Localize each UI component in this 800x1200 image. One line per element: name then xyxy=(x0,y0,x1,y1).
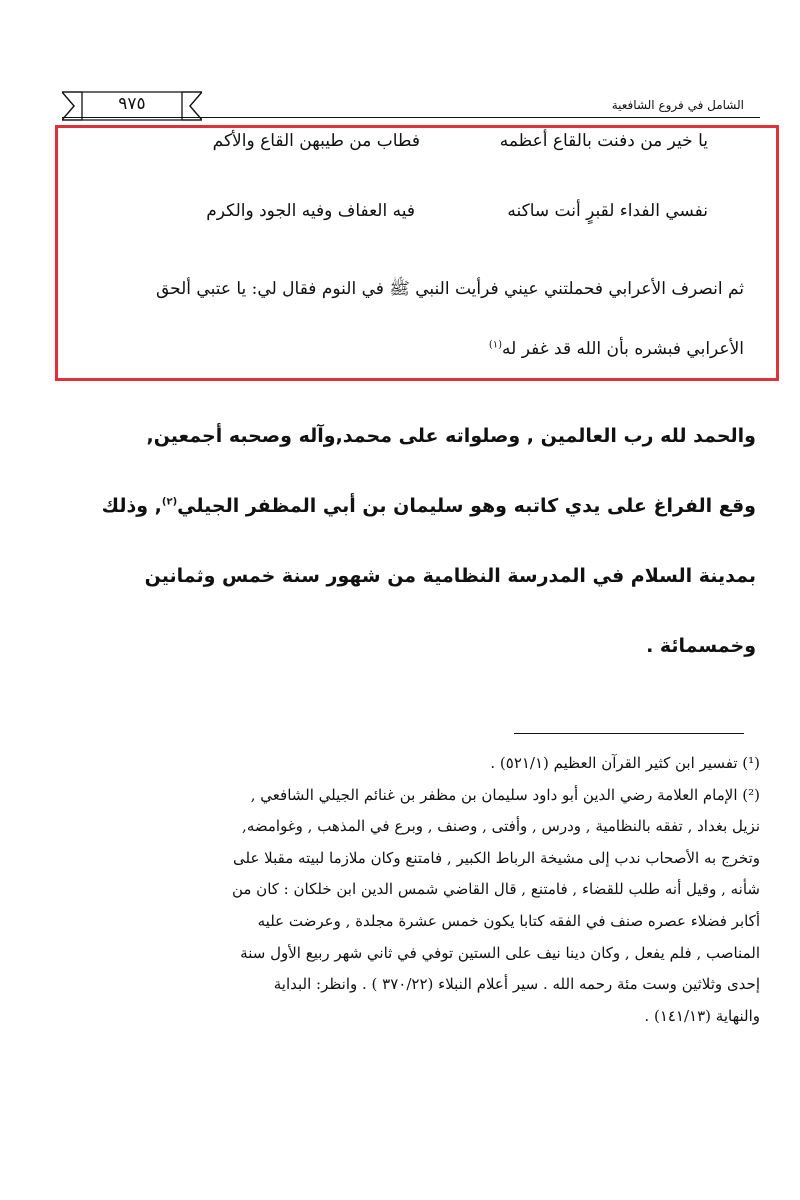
verse-1-first-hemistich: يا خير من دفنت بالقاع أعظمه xyxy=(499,131,708,151)
closing-line-3: بمدينة السلام في المدرسة النظامية من شهور سنة خمس وثمانين xyxy=(144,565,756,587)
page-number: ٩٧٥ xyxy=(118,94,146,114)
highlight-prose-line-1: ثم انصرف الأعرابي فحملتني عيني فرأيت النبي ﷺ في النوم فقال لي: يا عتبي ألحق xyxy=(155,279,744,299)
footnote-1: (¹) تفسير ابن كثير القرآن العظيم (٥٢١/١) . xyxy=(490,754,760,772)
closing-line-4: وخمسمائة . xyxy=(646,635,756,657)
verse-1-second-hemistich: فطاب من طيبهن القاع والأكم xyxy=(212,131,420,151)
footnote-2-line: إحدى وثلاثين وست مئة رحمه الله . سير أعلام النبلاء (٣٧٠/٢٢ ) . وانظر: البداية xyxy=(273,975,760,994)
prose-line-2-text: الأعرابي فبشره بأن الله قد غفر له xyxy=(502,339,744,359)
footnote-ref-1: (١) xyxy=(488,339,503,351)
closing-line-2 xyxy=(31,495,756,517)
footnote-2-line: شأنه , وقيل أنه طلب للقضاء , فامتنع , قال القاضي شمس الدين ابن خلكان : كان من xyxy=(231,880,760,899)
footnote-2-line: المناصب , فلم يفعل , وكان دينا نيف على الستين توفي في ثاني شهر ربيع الأول سنة xyxy=(240,943,760,962)
highlight-prose-line-2 xyxy=(489,339,744,359)
footnote-2-line: نزيل بغداد , تفقه بالنظامية , ودرس , وأفتى , وصنف , وبرع في المذهب , وغوامضه, xyxy=(242,817,760,836)
header-divider xyxy=(62,117,760,118)
closing-line-2-tail: , وذلك xyxy=(101,495,162,517)
book-title: الشامل في فروع الشافعية xyxy=(611,98,744,112)
footnotes xyxy=(60,748,760,1032)
footnote-divider xyxy=(514,733,744,734)
footnote-2-line: وتخرج به الأصحاب ندب إلى مشيخة الرباط الكبير , فامتنع وكان ملازما لبيته مقبلا على xyxy=(232,848,760,867)
footnote-2-line: (²) الإمام العلامة رضي الدين أبو داود سليمان بن مظفر بن غنائم الجيلي الشافعي , xyxy=(250,785,760,804)
footnote-2-line: والنهاية (١٤١/١٣) . xyxy=(644,1006,760,1025)
closing-line-2-text: وقع الفراغ على يدي كاتبه وهو سليمان بن أبي المظفر الجيلي xyxy=(177,495,756,517)
closing-line-1: والحمد لله رب العالمين , وصلواته على محمد,وآله وصحبه أجمعين, xyxy=(146,425,756,447)
verse-2-first-hemistich: نفسي الفداء لقبرٍ أنت ساكنه xyxy=(507,201,708,221)
footnote-ref-2: (٢) xyxy=(161,496,178,508)
verse-2-second-hemistich: فيه العفاف وفيه الجود والكرم xyxy=(206,201,415,221)
footnote-2-line: أكابر فضلاء عصره صنف في الفقه كتابا يكون خمس عشرة مجلدة , وعرضت عليه xyxy=(257,911,760,930)
